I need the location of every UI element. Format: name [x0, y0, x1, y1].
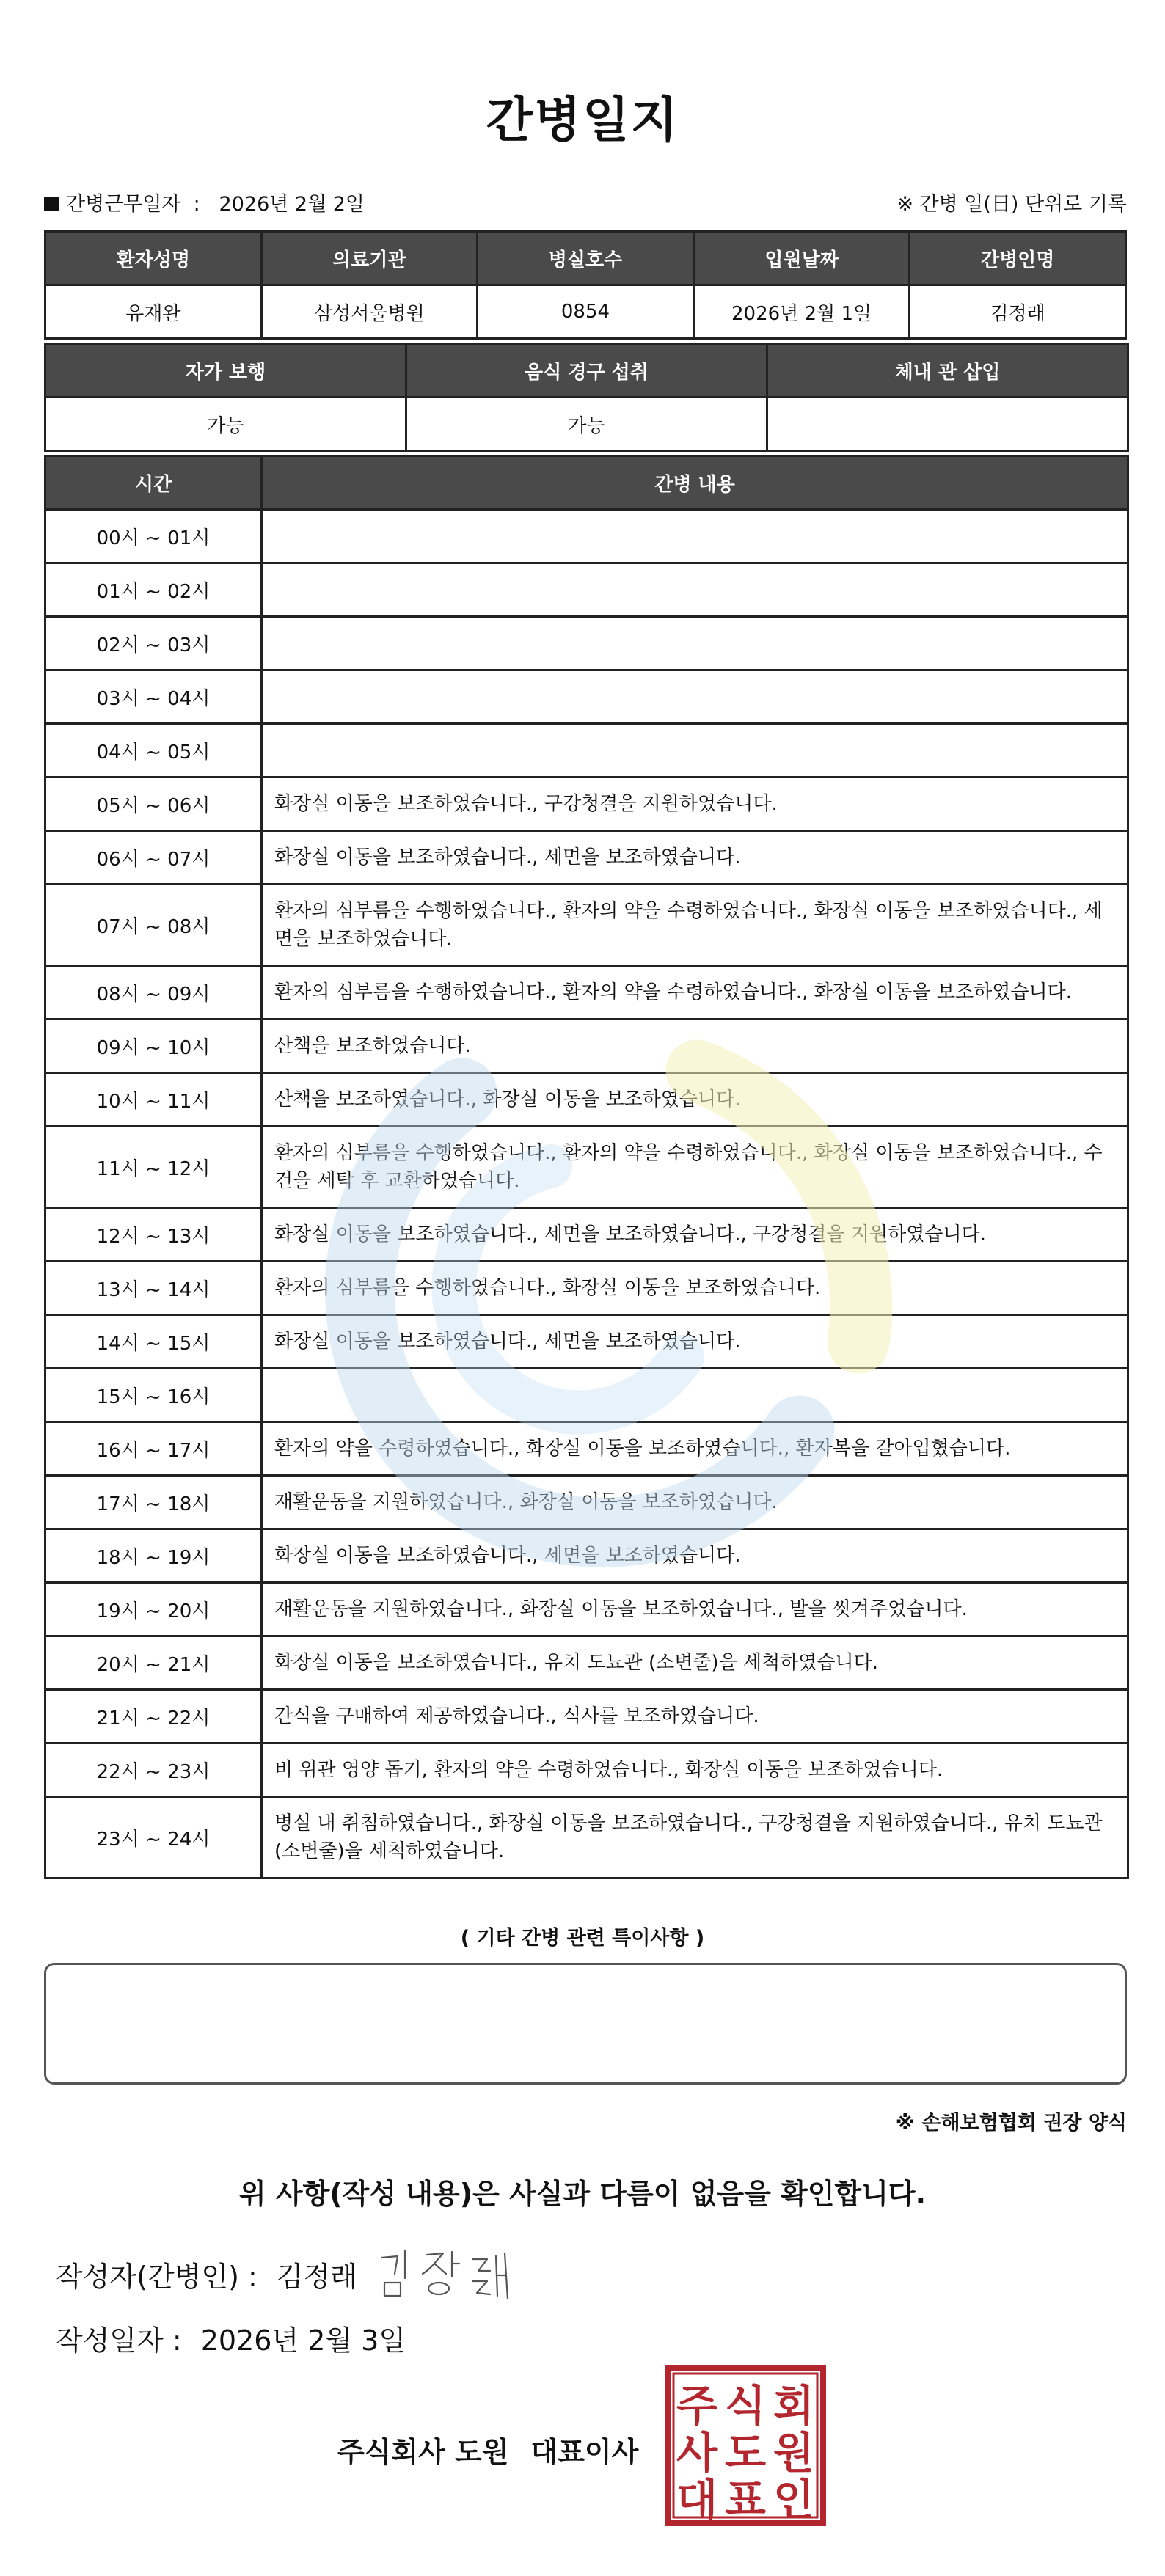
time-slot: 22시 ~ 23시 — [45, 1743, 262, 1797]
care-content: 간식을 구매하여 제공하였습니다., 식사를 보조하였습니다. — [262, 1690, 1128, 1743]
writer-line — [56, 2254, 357, 2294]
writer-name: 김정래 — [276, 2261, 357, 2293]
patient-status-value-row — [45, 398, 1128, 451]
time-slot: 00시 ~ 01시 — [45, 510, 262, 563]
svg-text:회: 회 — [773, 2381, 815, 2431]
table-row — [45, 777, 1128, 831]
care-content — [262, 670, 1128, 724]
meta-row — [44, 188, 1127, 220]
care-content: 환자의 심부름을 수행하였습니다., 화장실 이동을 보조하였습니다. — [262, 1262, 1128, 1315]
care-content — [262, 510, 1128, 563]
square-bullet-icon — [44, 197, 59, 211]
caregiver-name: 김정래 — [910, 285, 1126, 339]
table-row — [45, 1797, 1128, 1878]
care-content — [262, 563, 1128, 617]
table-row — [45, 563, 1128, 617]
header-caregiver-name: 간병인명 — [910, 232, 1126, 285]
hospital-name: 삼성서울병원 — [261, 285, 478, 339]
table-row — [45, 966, 1128, 1020]
time-slot: 11시 ~ 12시 — [45, 1127, 262, 1208]
care-content: 환자의 심부름을 수행하였습니다., 환자의 약을 수령하였습니다., 화장실 이동을 보조하였습니다. — [262, 966, 1128, 1020]
header-room-number: 병실호수 — [478, 232, 694, 285]
table-row — [45, 1073, 1128, 1127]
care-content: 환자의 약을 수령하였습니다., 화장실 이동을 보조하였습니다., 환자복을 갈아입혔습니다. — [262, 1422, 1128, 1476]
table-row — [45, 1529, 1128, 1583]
time-slot: 10시 ~ 11시 — [45, 1073, 262, 1127]
time-slot: 19시 ~ 20시 — [45, 1583, 262, 1636]
patient-status-table — [44, 343, 1129, 452]
time-slot: 14시 ~ 15시 — [45, 1315, 262, 1369]
care-content — [262, 1369, 1128, 1422]
care-content: 재활운동을 지원하였습니다., 화장실 이동을 보조하였습니다., 발을 씻겨주었습니다. — [262, 1583, 1128, 1636]
care-content: 산책을 보조하였습니다. — [262, 1020, 1128, 1073]
care-content: 화장실 이동을 보조하였습니다., 유치 도뇨관 (소변줄)을 세척하였습니다. — [262, 1636, 1128, 1690]
writer-label: 작성자(간병인) : — [56, 2261, 258, 2293]
svg-text:표: 표 — [724, 2475, 767, 2525]
time-slot: 09시 ~ 10시 — [45, 1020, 262, 1073]
table-row — [45, 1262, 1128, 1315]
oral-intake-value: 가능 — [406, 398, 767, 451]
company-seal-stamp — [663, 2363, 828, 2528]
table-row — [45, 1208, 1128, 1262]
written-date-line — [56, 2318, 406, 2358]
confirmation-statement: 위 사항(작성 내용)은 사실과 다름이 없음을 확인합니다. — [238, 2178, 927, 2210]
table-row — [45, 1476, 1128, 1529]
company-name: 주식회사 도원 — [337, 2436, 509, 2468]
care-content: 비 위관 영양 돕기, 환자의 약을 수령하였습니다., 화장실 이동을 보조하였습니다. — [262, 1743, 1128, 1797]
time-slot: 15시 ~ 16시 — [45, 1369, 262, 1422]
table-row — [45, 1020, 1128, 1073]
care-content: 화장실 이동을 보조하였습니다., 구강청결을 지원하였습니다. — [262, 777, 1128, 831]
self-walking-value: 가능 — [45, 398, 406, 451]
time-slot: 18시 ~ 19시 — [45, 1529, 262, 1583]
care-content: 화장실 이동을 보조하였습니다., 세면을 보조하였습니다. — [262, 831, 1128, 885]
time-slot: 01시 ~ 02시 — [45, 563, 262, 617]
time-slot: 20시 ~ 21시 — [45, 1636, 262, 1690]
written-date-value: 2026년 2월 3일 — [200, 2324, 406, 2357]
table-row — [45, 885, 1128, 966]
header-tube-insertion: 체내 관 삽입 — [767, 344, 1128, 398]
written-date-label: 작성일자 : — [56, 2324, 182, 2357]
time-slot: 08시 ~ 09시 — [45, 966, 262, 1020]
table-row — [45, 724, 1128, 777]
svg-text:도: 도 — [724, 2428, 767, 2478]
header-oral-intake: 음식 경구 섭취 — [406, 344, 767, 398]
form-source-note: ※ 손해보험협회 권장 양식 — [895, 2112, 1127, 2134]
time-slot: 17시 ~ 18시 — [45, 1476, 262, 1529]
ceo-title: 대표이사 — [530, 2436, 639, 2468]
svg-text:원: 원 — [773, 2428, 815, 2478]
time-slot: 02시 ~ 03시 — [45, 617, 262, 670]
patient-status-header-row — [45, 344, 1128, 398]
patient-name: 유재완 — [45, 285, 262, 339]
time-slot: 04시 ~ 05시 — [45, 724, 262, 777]
page-title: 간병일지 — [486, 92, 679, 148]
special-notes-box — [44, 1963, 1127, 2085]
special-notes-heading: ( 기타 간병 관련 특이사항 ) — [460, 1927, 705, 1950]
table-row — [45, 617, 1128, 670]
work-date — [44, 188, 365, 216]
svg-text:사: 사 — [676, 2428, 718, 2478]
header-time: 시간 — [45, 456, 262, 510]
admission-date: 2026년 2월 1일 — [693, 285, 910, 339]
patient-info-value-row — [45, 285, 1126, 339]
table-row — [45, 831, 1128, 885]
care-log-table — [44, 455, 1129, 1879]
svg-text:인: 인 — [773, 2475, 815, 2525]
care-content: 병실 내 취침하였습니다., 화장실 이동을 보조하였습니다., 구강청결을 지원하였습니다., 유치 도뇨관 (소변줄)을 세척하였습니다. — [262, 1797, 1128, 1878]
care-content — [262, 617, 1128, 670]
handwritten-signature — [376, 2244, 522, 2303]
svg-text:주: 주 — [676, 2381, 718, 2431]
care-log-header-row — [45, 456, 1128, 510]
table-row — [45, 1369, 1128, 1422]
record-unit-note: ※ 간병 일(日) 단위로 기록 — [896, 193, 1127, 216]
header-patient-name: 환자성명 — [45, 232, 262, 285]
table-row — [45, 1422, 1128, 1476]
patient-info-header-row — [45, 232, 1126, 285]
time-slot: 06시 ~ 07시 — [45, 831, 262, 885]
work-date-value: 2026년 2월 2일 — [219, 193, 365, 216]
care-content: 재활운동을 지원하였습니다., 화장실 이동을 보조하였습니다. — [262, 1476, 1128, 1529]
care-content — [262, 724, 1128, 777]
care-content: 화장실 이동을 보조하였습니다., 세면을 보조하였습니다. — [262, 1529, 1128, 1583]
table-row — [45, 670, 1128, 724]
care-content: 산책을 보조하였습니다., 화장실 이동을 보조하였습니다. — [262, 1073, 1128, 1127]
care-content: 화장실 이동을 보조하였습니다., 세면을 보조하였습니다., 구강청결을 지원하였습니다. — [262, 1208, 1128, 1262]
tube-insertion-value — [767, 398, 1128, 451]
table-row — [45, 1127, 1128, 1208]
time-slot: 03시 ~ 04시 — [45, 670, 262, 724]
header-self-walking: 자가 보행 — [45, 344, 406, 398]
care-content: 환자의 심부름을 수행하였습니다., 환자의 약을 수령하였습니다., 화장실 이동을 보조하였습니다., 수건을 세탁 후 교환하였습니다. — [262, 1127, 1128, 1208]
time-slot: 05시 ~ 06시 — [45, 777, 262, 831]
time-slot: 12시 ~ 13시 — [45, 1208, 262, 1262]
time-slot: 16시 ~ 17시 — [45, 1422, 262, 1476]
header-admission-date: 입원날짜 — [693, 232, 910, 285]
table-row — [45, 510, 1128, 563]
table-row — [45, 1743, 1128, 1797]
svg-text:식: 식 — [724, 2381, 767, 2431]
table-row — [45, 1690, 1128, 1743]
time-slot: 23시 ~ 24시 — [45, 1797, 262, 1878]
work-date-label: 간병근무일자 — [66, 193, 181, 216]
care-content: 화장실 이동을 보조하였습니다., 세면을 보조하였습니다. — [262, 1315, 1128, 1369]
time-slot: 07시 ~ 08시 — [45, 885, 262, 966]
time-slot: 21시 ~ 22시 — [45, 1690, 262, 1743]
header-care-content: 간병 내용 — [262, 456, 1128, 510]
table-row — [45, 1636, 1128, 1690]
header-hospital: 의료기관 — [261, 232, 478, 285]
table-row — [45, 1315, 1128, 1369]
company-line — [337, 2429, 638, 2470]
time-slot: 13시 ~ 14시 — [45, 1262, 262, 1315]
table-row — [45, 1583, 1128, 1636]
room-number: 0854 — [478, 285, 694, 339]
patient-info-table — [44, 230, 1127, 340]
care-content: 환자의 심부름을 수행하였습니다., 환자의 약을 수령하였습니다., 화장실 이동을 보조하였습니다., 세면을 보조하였습니다. — [262, 885, 1128, 966]
svg-text:대: 대 — [676, 2475, 718, 2525]
work-date-separator: : — [193, 193, 200, 216]
